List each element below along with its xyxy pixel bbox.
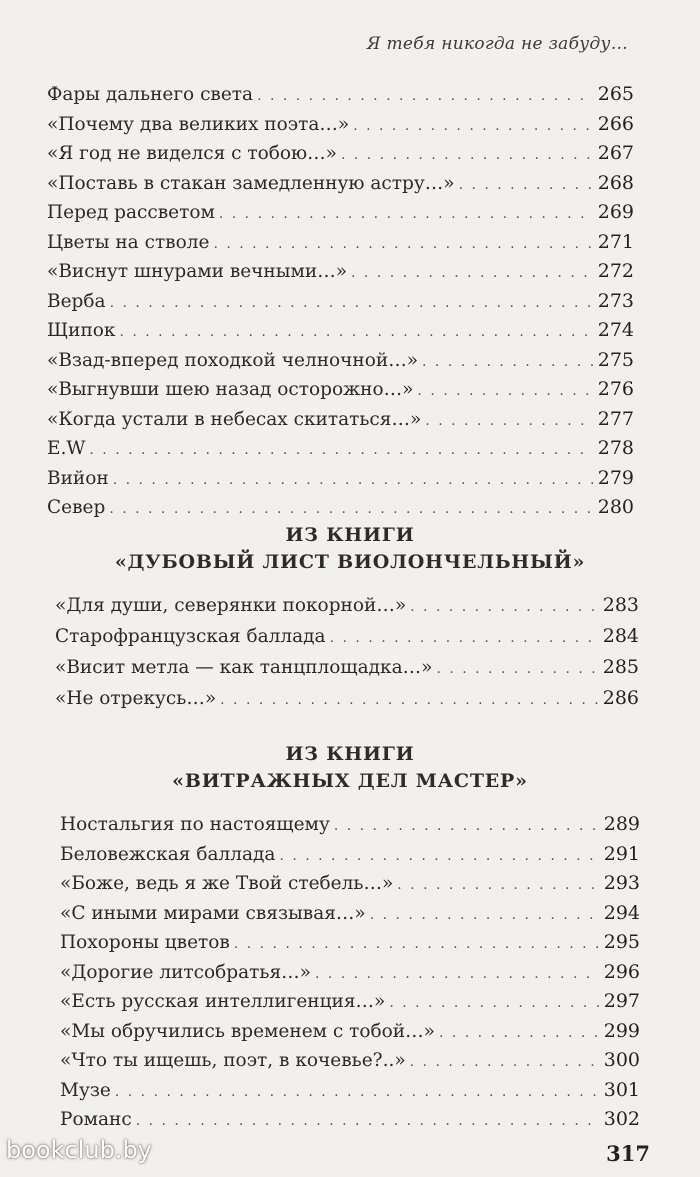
- entry-title: «Взад-вперед походкой челночной…»: [47, 349, 419, 371]
- entry-page: 273: [597, 289, 634, 312]
- entry-title: «Мы обручились временем с тобой…»: [60, 1020, 435, 1042]
- entry-page: 278: [597, 437, 634, 459]
- toc-entry: [60, 1046, 640, 1076]
- entry-page: 275: [597, 348, 634, 371]
- entry-page: 277: [597, 407, 634, 430]
- leader-dots: [425, 407, 593, 437]
- entry-title: Цветы на стволе: [47, 231, 210, 253]
- toc-entry: [47, 110, 634, 140]
- leader-dots: [330, 623, 599, 654]
- toc-entry: [60, 1076, 640, 1106]
- entry-title: «Выгнувши шею назад осторожно…»: [47, 379, 414, 400]
- entry-page: 280: [597, 496, 634, 518]
- entry-page: 271: [597, 230, 634, 253]
- toc-list-section3: [60, 810, 640, 1135]
- running-head: Я тебя никогда не забуду…: [366, 34, 628, 54]
- entry-page: 279: [597, 466, 634, 489]
- entry-page: 283: [602, 594, 639, 616]
- entry-page: 300: [603, 1049, 640, 1071]
- toc-entry: [60, 1105, 640, 1135]
- leader-dots: [113, 466, 594, 496]
- entry-page: 297: [603, 990, 640, 1012]
- toc-entry: [47, 228, 634, 258]
- toc-entry: [47, 405, 634, 435]
- leader-dots: [436, 654, 598, 685]
- entry-title: «Для души, северянки покорной…»: [55, 595, 407, 616]
- entry-page: 301: [603, 1078, 640, 1101]
- entry-page: 266: [597, 112, 634, 135]
- page-number: 317: [606, 1141, 650, 1166]
- leader-dots: [334, 812, 600, 842]
- entry-title: Север: [47, 497, 106, 518]
- entry-title: «Не отрекусь…»: [55, 688, 217, 709]
- section-heading: [0, 522, 700, 576]
- entry-title: Беловежская баллада: [60, 843, 276, 865]
- entry-page: 295: [603, 931, 640, 953]
- toc-entry: [55, 683, 639, 714]
- leader-dots: [110, 289, 594, 319]
- toc-entry: [60, 987, 640, 1017]
- leader-dots: [234, 930, 600, 960]
- leader-dots: [351, 259, 594, 289]
- toc-entry: [47, 257, 634, 287]
- entry-title: «С иными мирами связывая…»: [60, 902, 366, 924]
- leader-dots: [370, 901, 600, 931]
- toc-entry: [55, 652, 639, 683]
- leader-dots: [115, 1078, 600, 1108]
- toc-entry: [60, 958, 640, 988]
- section-heading-line1: ИЗ КНИГИ: [285, 743, 415, 765]
- leader-dots: [397, 871, 599, 901]
- entry-page: 296: [603, 960, 640, 983]
- entry-title: Старофранцузская баллада: [55, 626, 326, 647]
- toc-entry: [47, 80, 634, 110]
- toc-list-section2: [55, 590, 639, 714]
- leader-dots: [220, 685, 599, 716]
- entry-page: 276: [597, 378, 634, 400]
- section-heading-line1: ИЗ КНИГИ: [285, 524, 415, 546]
- section-heading: [0, 741, 700, 795]
- entry-page: 286: [602, 687, 639, 709]
- toc-entry: [60, 840, 640, 870]
- toc-entry: [47, 346, 634, 376]
- entry-title: «Дорогие литсобратья…»: [60, 961, 311, 983]
- leader-dots: [315, 960, 600, 990]
- entry-title: Похороны цветов: [60, 932, 230, 953]
- entry-title: «Когда устали в небесах скитаться…»: [47, 408, 422, 430]
- toc-entry: [60, 1017, 640, 1047]
- watermark-text: bookclub.by: [6, 1136, 152, 1164]
- entry-page: 284: [602, 625, 639, 647]
- leader-dots: [459, 171, 594, 201]
- entry-page: 269: [597, 201, 634, 223]
- entry-page: 294: [603, 901, 640, 924]
- leader-dots: [257, 82, 594, 112]
- leader-dots: [353, 112, 594, 142]
- entry-page: 267: [597, 142, 634, 164]
- toc-entry: [47, 169, 634, 199]
- toc-entry: [47, 464, 634, 494]
- entry-page: 265: [597, 83, 634, 105]
- entry-title: Фары дальнего света: [47, 84, 254, 105]
- leader-dots: [389, 989, 599, 1019]
- entry-title: Романс: [60, 1109, 132, 1130]
- entry-page: 268: [597, 171, 634, 194]
- entry-title: Вийон: [47, 467, 109, 489]
- toc-entry: [55, 590, 639, 621]
- section-heading-line2: «ВИТРАЖНЫХ ДЕЛ МАСТЕР»: [172, 770, 528, 792]
- toc-entry: [60, 928, 640, 958]
- entry-page: 302: [603, 1108, 640, 1130]
- toc-entry: [60, 899, 640, 929]
- toc-entry: [47, 287, 634, 317]
- entry-title: Верба: [47, 290, 106, 312]
- entry-page: 291: [603, 842, 640, 865]
- leader-dots: [213, 230, 593, 260]
- entry-title: Ностальгия по настоящему: [60, 814, 330, 835]
- leader-dots: [219, 200, 594, 230]
- toc-list-part1: [47, 80, 634, 523]
- leader-dots: [279, 842, 599, 872]
- entry-title: Перед рассветом: [47, 202, 215, 223]
- leader-dots: [417, 377, 593, 407]
- entry-title: «Виснут шнурами вечными…»: [47, 261, 348, 282]
- entry-title: «Я год не виделся с тобою…»: [47, 143, 337, 164]
- entry-title: «Почему два великих поэта…»: [47, 113, 350, 135]
- leader-dots: [341, 141, 594, 171]
- entry-page: 285: [602, 656, 639, 678]
- toc-entry: [55, 621, 639, 652]
- entry-page: 274: [597, 319, 634, 341]
- entry-title: E.W: [47, 438, 86, 459]
- entry-title: «Боже, ведь я же Твой стебель…»: [60, 873, 394, 894]
- entry-title: «Что ты ищешь, поэт, в кочевье?..»: [60, 1050, 406, 1071]
- toc-entry: [60, 869, 640, 899]
- toc-entry: [47, 198, 634, 228]
- leader-dots: [136, 1107, 600, 1137]
- entry-page: 293: [603, 872, 640, 894]
- entry-title: Музе: [60, 1079, 111, 1101]
- entry-title: «Поставь в стакан замедленную астру…»: [47, 172, 455, 194]
- entry-page: 272: [597, 260, 634, 282]
- section-heading-line2: «ДУБОВЫЙ ЛИСТ ВИОЛОНЧЕЛЬНЫЙ»: [114, 551, 586, 573]
- entry-title: «Висит метла — как танцплощадка…»: [55, 657, 433, 678]
- toc-entry: [47, 375, 634, 405]
- leader-dots: [422, 348, 594, 378]
- toc-entry: [47, 434, 634, 464]
- leader-dots: [109, 495, 593, 525]
- entry-page: 289: [603, 813, 640, 835]
- entry-page: 299: [603, 1019, 640, 1042]
- entry-title: Щипок: [47, 320, 116, 341]
- leader-dots: [439, 1019, 600, 1049]
- toc-entry: [47, 493, 634, 523]
- leader-dots: [89, 436, 593, 466]
- entry-title: «Есть русская интеллигенция…»: [60, 991, 386, 1012]
- toc-entry: [47, 316, 634, 346]
- leader-dots: [119, 318, 593, 348]
- toc-entry: [47, 139, 634, 169]
- leader-dots: [410, 592, 599, 623]
- leader-dots: [410, 1048, 600, 1078]
- toc-entry: [60, 810, 640, 840]
